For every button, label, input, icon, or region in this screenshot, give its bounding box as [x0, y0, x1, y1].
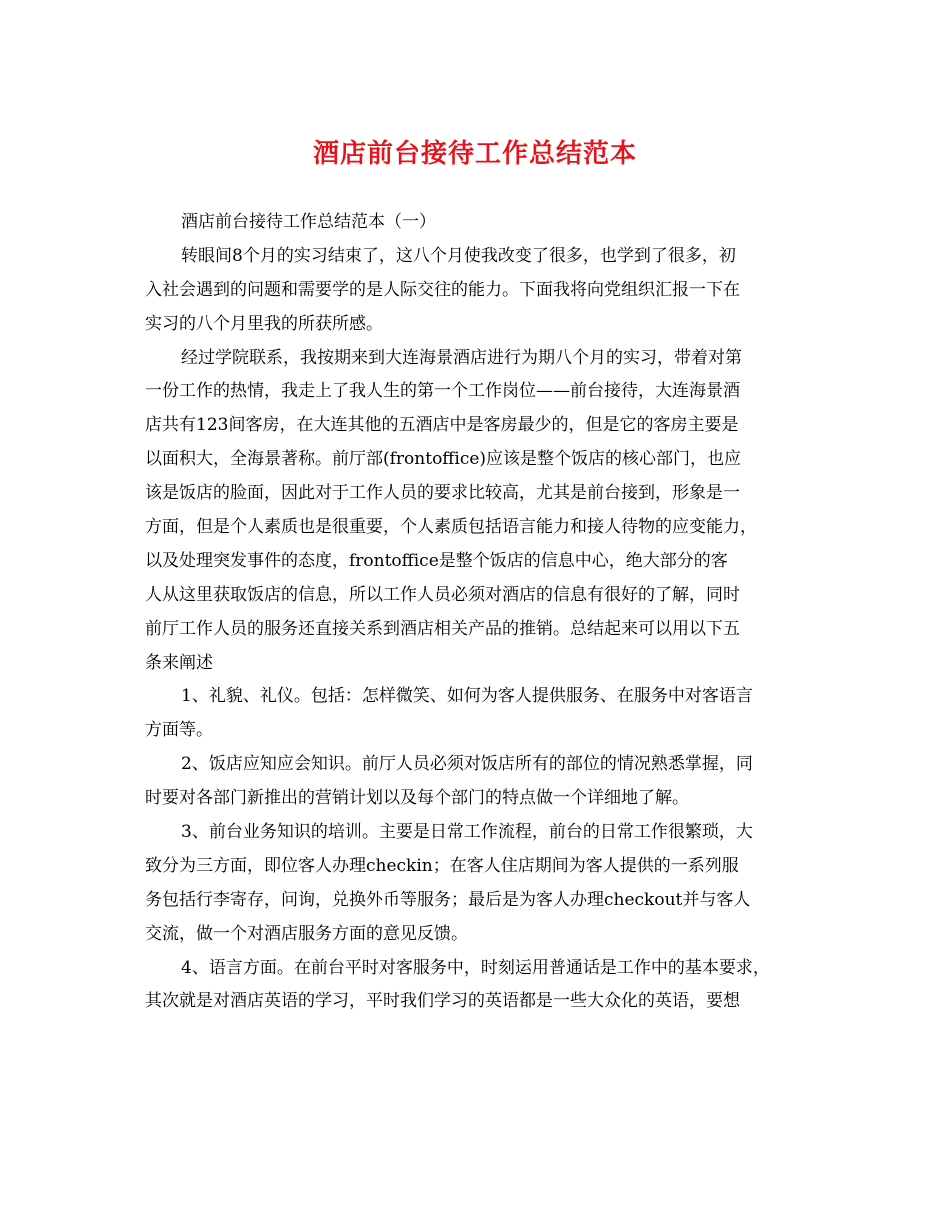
text-line: 店共有123间客房，在大连其他的五酒店中是客房最少的，但是它的客房主要是 [145, 415, 739, 436]
text-line: 实习的八个月里我的所获所感。 [145, 313, 383, 334]
document-body [145, 206, 835, 1019]
text-line: 以面积大，全海景著称。前厅部(frontoffice)应该是整个饭店的核心部门，也应 [145, 449, 742, 470]
text-line: 方面，但是个人素质也是很重要，个人素质包括语言能力和接人待物的应变能力， [145, 517, 757, 538]
text-line: 入社会遇到的问题和需要学的是人际交往的能力。下面我将向党组织汇报一下在 [145, 279, 740, 300]
text-line: 方面等。 [145, 720, 213, 741]
text-line: 务包括行李寄存，问询，兑换外币等服务；最后是为客人办理checkout并与客人 [145, 889, 751, 910]
text-line: 酒店前台接待工作总结范本（一） [181, 212, 436, 232]
text-line: 经过学院联系，我按期来到大连海景酒店进行为期八个月的实习，带着对第 [181, 347, 742, 368]
text-line: 以及处理突发事件的态度，frontoffice是整个饭店的信息中心，绝大部分的客 [145, 550, 728, 571]
text-line: 条来阐述 [145, 652, 213, 673]
text-line: 1、礼貌、礼仪。包括：怎样微笑、如何为客人提供服务、在服务中对客语言 [181, 686, 753, 707]
text-line: 该是饭店的脸面，因此对于工作人员的要求比较高，尤其是前台接到，形象是一 [145, 483, 740, 504]
text-line: 一份工作的热情，我走上了我人生的第一个工作岗位——前台接待，大连海景酒 [145, 381, 740, 402]
text-line: 致分为三方面，即位客人办理checkin；在客人住店期间为客人提供的一系列服 [145, 855, 739, 876]
text-line: 交流，做一个对酒店服务方面的意见反馈。 [145, 923, 468, 944]
text-line: 时要对各部门新推出的营销计划以及每个部门的特点做一个详细地了解。 [145, 788, 689, 809]
document-title: 酒店前台接待工作总结范本 [312, 139, 637, 169]
text-line: 转眼间8个月的实习结束了，这八个月使我改变了很多，也学到了很多，初 [181, 245, 736, 266]
text-line: 3、前台业务知识的培训。主要是日常工作流程，前台的日常工作很繁琐，大 [181, 822, 753, 843]
text-line: 2、饭店应知应会知识。前厅人员必须对饭店所有的部位的情况熟悉掌握，同 [181, 754, 753, 775]
text-line: 其次就是对酒店英语的学习，平时我们学习的英语都是一些大众化的英语，要想 [145, 991, 740, 1012]
text-line: 4、语言方面。在前台平时对客服务中，时刻运用普通话是工作中的基本要求， [181, 957, 770, 978]
text-line: 人从这里获取饭店的信息，所以工作人员必须对酒店的信息有很好的了解，同时 [145, 584, 740, 605]
text-line: 前厅工作人员的服务还直接关系到酒店相关产品的推销。总结起来可以用以下五 [145, 618, 740, 639]
